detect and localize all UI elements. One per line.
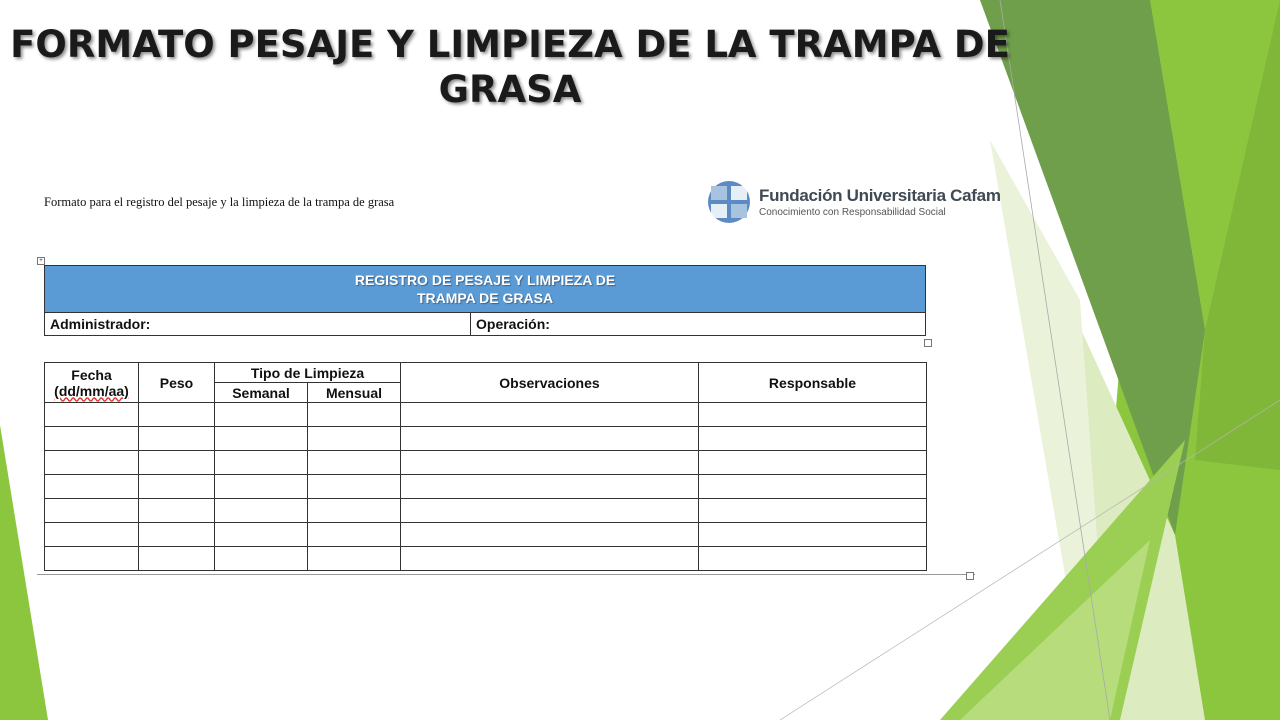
document-caption: Formato para el registro del pesaje y la limpieza de la trampa de grasa: [44, 195, 395, 209]
table-row: [45, 547, 927, 571]
header-fecha-format: (dd/mm/aa): [54, 382, 129, 399]
table-row: [45, 451, 927, 475]
cell-observaciones[interactable]: [401, 523, 699, 547]
log-table: [44, 362, 927, 571]
log-table-body: [45, 403, 927, 571]
register-header-line1: REGISTRO DE PESAJE Y LIMPIEZA DE: [354, 272, 616, 288]
cell-peso[interactable]: [139, 403, 215, 427]
cell-fecha[interactable]: [45, 499, 139, 523]
operation-field[interactable]: [471, 313, 926, 336]
cell-fecha[interactable]: [45, 403, 139, 427]
cell-peso[interactable]: [139, 427, 215, 451]
cell-fecha[interactable]: [45, 451, 139, 475]
cell-responsable[interactable]: [699, 451, 927, 475]
cell-responsable[interactable]: [699, 427, 927, 451]
page-bottom-rule: [37, 574, 975, 575]
cell-responsable[interactable]: [699, 523, 927, 547]
table-resize-handle-icon[interactable]: [924, 339, 932, 347]
cell-peso[interactable]: [139, 475, 215, 499]
cell-semanal[interactable]: [215, 523, 308, 547]
cell-fecha[interactable]: [45, 547, 139, 571]
table-row: [45, 523, 927, 547]
cell-observaciones[interactable]: [401, 499, 699, 523]
cell-mensual[interactable]: [308, 403, 401, 427]
cell-semanal[interactable]: [215, 427, 308, 451]
cafam-logo: [707, 180, 1001, 226]
header-tipo-limpieza: Tipo de Limpieza: [215, 363, 401, 383]
cell-semanal[interactable]: [215, 403, 308, 427]
cell-observaciones[interactable]: [401, 427, 699, 451]
register-header-table: [44, 265, 926, 336]
operation-label: Operación:: [476, 316, 550, 332]
administrator-label: Administrador:: [50, 316, 151, 332]
logo-tagline: Conocimiento con Responsabilidad Social: [759, 207, 946, 218]
cell-responsable[interactable]: [699, 547, 927, 571]
administrator-field[interactable]: [45, 313, 471, 336]
cell-semanal[interactable]: [215, 547, 308, 571]
header-mensual: Mensual: [308, 383, 401, 403]
cell-responsable[interactable]: [699, 475, 927, 499]
cell-semanal[interactable]: [215, 475, 308, 499]
cell-responsable[interactable]: [699, 403, 927, 427]
cell-observaciones[interactable]: [401, 403, 699, 427]
table-row: [45, 499, 927, 523]
cell-mensual[interactable]: [308, 451, 401, 475]
logo-emblem-icon: [707, 180, 751, 224]
cell-observaciones[interactable]: [401, 451, 699, 475]
register-header: [45, 266, 926, 313]
cell-responsable[interactable]: [699, 499, 927, 523]
header-fecha: [45, 363, 139, 403]
cell-semanal[interactable]: [215, 499, 308, 523]
cell-peso[interactable]: [139, 547, 215, 571]
cell-mensual[interactable]: [308, 547, 401, 571]
header-fecha-label: Fecha: [71, 366, 112, 383]
cell-fecha[interactable]: [45, 427, 139, 451]
cell-observaciones[interactable]: [401, 475, 699, 499]
register-header-line2: TRAMPA DE GRASA: [416, 290, 554, 306]
header-responsable: Responsable: [699, 363, 927, 403]
cell-mensual[interactable]: [308, 499, 401, 523]
table-row: [45, 475, 927, 499]
cell-mensual[interactable]: [308, 427, 401, 451]
table-row: [45, 403, 927, 427]
slide-title-line2: GRASA: [438, 68, 582, 111]
page-corner-handle-icon[interactable]: [966, 572, 974, 580]
logo-name: Fundación Universitaria Cafam: [759, 186, 1001, 205]
table-row: [45, 427, 927, 451]
cell-semanal[interactable]: [215, 451, 308, 475]
header-semanal: Semanal: [215, 383, 308, 403]
cell-fecha[interactable]: [45, 475, 139, 499]
cell-peso[interactable]: [139, 499, 215, 523]
cell-peso[interactable]: [139, 523, 215, 547]
table-move-handle-icon[interactable]: +: [37, 257, 45, 265]
header-peso: Peso: [139, 363, 215, 403]
cell-mensual[interactable]: [308, 523, 401, 547]
left-green-sliver: [0, 425, 48, 720]
cell-peso[interactable]: [139, 451, 215, 475]
cell-observaciones[interactable]: [401, 547, 699, 571]
cell-fecha[interactable]: [45, 523, 139, 547]
cell-mensual[interactable]: [308, 475, 401, 499]
header-observaciones: Observaciones: [401, 363, 699, 403]
slide-title: [10, 22, 1010, 112]
slide-title-line1: FORMATO PESAJE Y LIMPIEZA DE LA TRAMPA DE: [10, 23, 1010, 66]
